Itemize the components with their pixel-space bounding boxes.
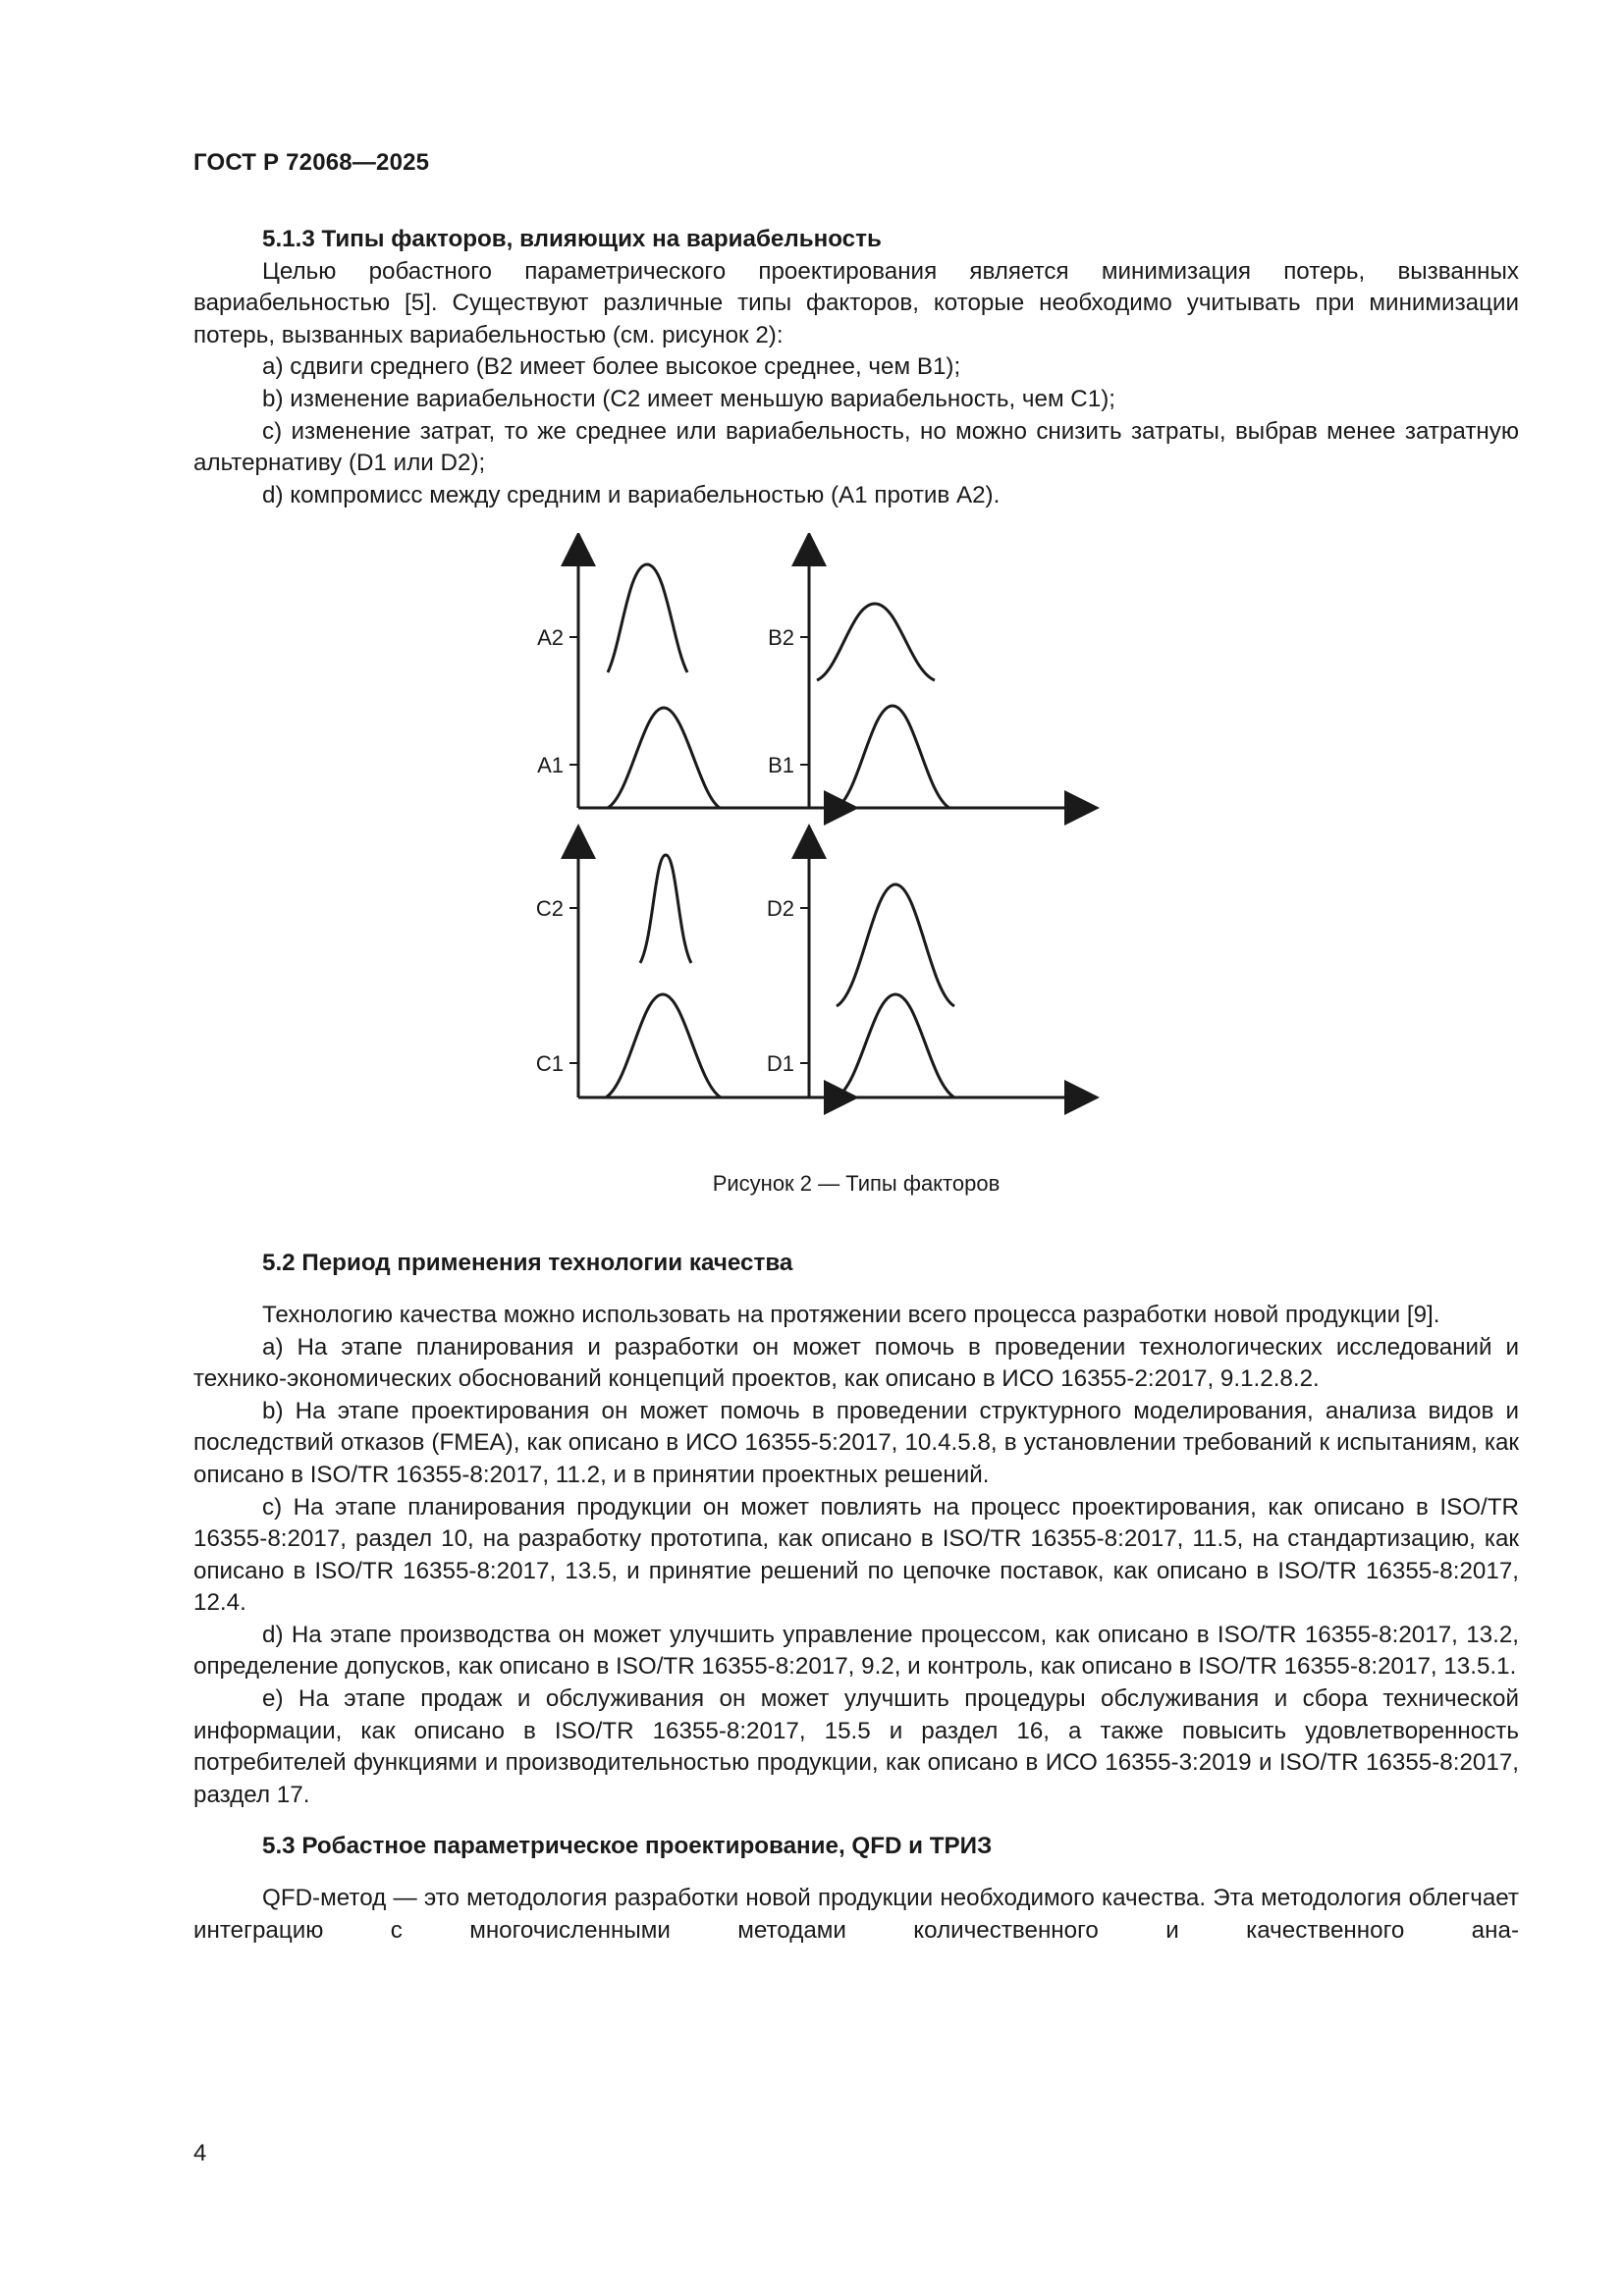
list-item: a) сдвиги среднего (B2 имеет более высокое среднее, чем B1); [262,353,961,381]
panel-b-lower-label: B1 [768,753,794,778]
page-content [193,224,1519,1947]
panel-b [768,549,1082,808]
list-item: d) компромисс между средним и вариабельностью (A1 против A2). [262,481,1001,508]
panel-d-lower-curve [837,994,954,1097]
figure-2-diagram [193,533,1519,1161]
panel-b-upper-label: B2 [768,625,794,651]
panel-c [536,841,841,1097]
document-header: ГОСТ Р 72068—2025 [193,149,430,176]
section-heading-5-3: 5.3 Робастное параметрическое проектирование, QFD и ТРИЗ [262,1833,993,1860]
list-item: a) На этапе планирования и разработки он может помочь в проведении технологических исследований и технико-экономических обоснований концепций проектов, как описано в ИСО 16355-2:2017, 9.1.2.8.2. [193,1333,1519,1393]
list-item: c) На этапе планирования продукции он может повлиять на процесс проектирования, как описано в ISO/TR 16355-8:2017, раздел 10, на разработку прототипа, как описано в ISO/TR 16355-8:2017, 11.5, на стандартизацию, как описано в ISO/TR 16355-8:2017, 13.5, и принятие решений по цепочке поставок, как описано в ISO/TR 16355-8:2017, 12.4. [193,1493,1519,1617]
panel-c-lower-curve [606,994,721,1097]
list-item: e) На этапе продаж и обслуживания он может улучшить процедуры обслуживания и сбора технической информации, как описано в ISO/TR 16355-8:2017, 15.5 и раздел 16, а также повысить удовлетворенность потребителей функциями и производительностью продукции, как описано в ИСО 16355-3:2019 и ISO/TR 16355-8:2017, раздел 17. [193,1685,1519,1808]
section-heading-5-2: 5.2 Период применения технологии качества [262,1250,793,1277]
paragraph-intro-5-2: Технологию качества можно использовать на протяжении всего процесса разработки новой продукции [9]. [262,1301,1440,1328]
panel-b-upper-curve [817,604,935,680]
panel-a [537,549,841,808]
figure-2 [193,533,1519,1220]
list-item: b) На этапе проектирования он может помочь в проведении структурного моделирования, анализа видов и последствий отказов (FMEA), как описано в ИСО 16355-5:2017, 10.4.5.8, в установлении требований к испытаниям, как описано в ISO/TR 16355-8:2017, 11.2, и в принятии проектных решений. [193,1397,1519,1488]
panel-d-upper-curve [837,884,954,1006]
panel-b-lower-curve [837,706,949,808]
paragraph-intro-5-1-3: Целью робастного параметрического проектирования является минимизация потерь, вызванных вариабельностью [5]. Существуют различные типы факторов, которые необходимо учитывать при минимизации потерь, вызванных вариабельностью (см. рисунок 2): [193,257,1519,348]
panel-d-upper-label: D2 [766,896,794,922]
paragraph-intro-5-3: QFD-метод — это методология разработки новой продукции необходимого качества. Эта методология облегчает интеграцию с многочисленными методами количественного и качественного ана- [193,1885,1519,1944]
page-number: 4 [193,2140,207,2166]
panel-d-lower-label: D1 [766,1051,794,1077]
panel-c-upper-curve [640,855,691,963]
list-item: d) На этапе производства он может улучшить управление процессом, как описано в ISO/TR 16355-8:2017, 13.2, определение допусков, как описано в ISO/TR 16355-8:2017, 9.2, и контроль, как описано в ISO/TR 16355-8:2017, 13.5.1. [193,1621,1519,1681]
figure-caption: Рисунок 2 — Типы факторов [712,1171,1001,1197]
panel-a-upper-label: A2 [537,625,564,651]
panel-d [767,841,1082,1097]
panel-a-upper-curve [608,564,687,672]
panel-c-lower-label: C1 [535,1051,564,1077]
list-item: b) изменение вариабельности (C2 имеет меньшую вариабельность, чем C1); [262,385,1116,412]
list-item: c) изменение затрат, то же среднее или вариабельность, но можно снизить затраты, выбрав менее затратную альтернативу (D1 или D2); [193,417,1519,477]
section-heading-5-1-3: 5.1.3 Типы факторов, влияющих на вариабельность [262,226,882,252]
panel-c-upper-label: C2 [535,896,564,922]
panel-a-lower-label: A1 [537,753,564,778]
panel-a-lower-curve [608,708,720,808]
